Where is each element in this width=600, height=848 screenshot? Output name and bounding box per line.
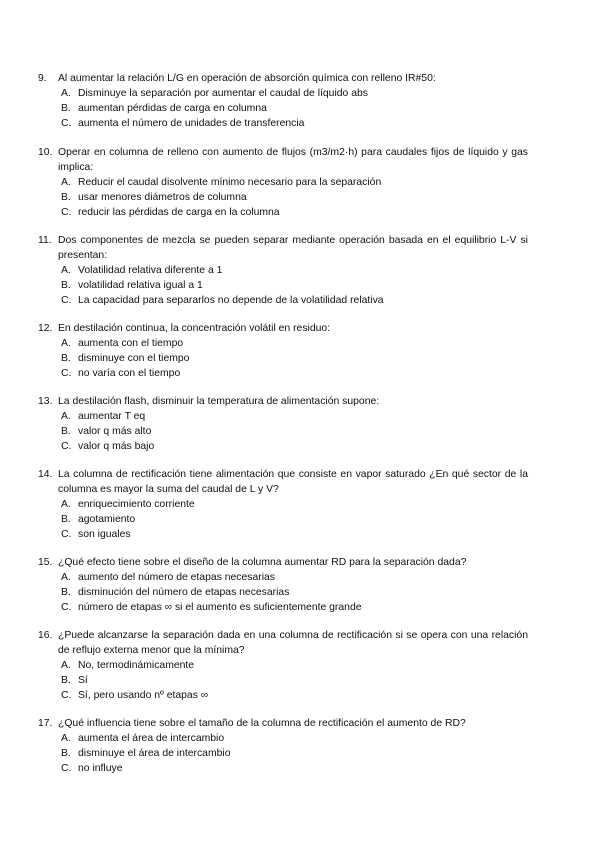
- question-12: [38, 321, 528, 381]
- option-a: [58, 175, 528, 190]
- option-b: [58, 673, 528, 688]
- option-b: [58, 512, 528, 527]
- option-c: [58, 366, 528, 381]
- question-17: [38, 716, 528, 776]
- option-letter: C.: [61, 529, 72, 540]
- option-text: aumentar T eq: [78, 411, 146, 422]
- option-letter: A.: [61, 88, 71, 99]
- option-letter: B.: [61, 192, 71, 203]
- option-text: disminución del número de etapas necesarias: [78, 587, 290, 598]
- question-number: 17.: [38, 718, 53, 729]
- option-letter: A.: [61, 572, 71, 583]
- option-letter: B.: [61, 514, 71, 525]
- option-text: Volatilidad relativa diferente a 1: [78, 265, 223, 276]
- option-letter: C.: [61, 441, 72, 452]
- option-text: La capacidad para separarlos no depende de la volatilidad relativa: [78, 295, 384, 306]
- option-a: [58, 263, 528, 278]
- question-text: Operar en columna de relleno con aumento de flujos (m3/m2·h) para caudales fijos de líquido y gas implica:: [58, 147, 528, 173]
- option-a: [58, 731, 528, 746]
- option-b: [58, 424, 528, 439]
- option-text: reducir las pérdidas de carga en la columna: [78, 207, 280, 218]
- question-text: En destilación continua, la concentración volátil en residuo:: [58, 323, 331, 334]
- option-letter: B.: [61, 280, 71, 291]
- question-14: [38, 467, 528, 542]
- question-10: [38, 145, 528, 220]
- option-a: [58, 86, 528, 101]
- option-c: [58, 527, 528, 542]
- option-text: valor q más bajo: [78, 441, 155, 452]
- option-letter: C.: [61, 207, 72, 218]
- option-b: [58, 101, 528, 116]
- option-c: [58, 205, 528, 220]
- option-letter: A.: [61, 660, 71, 671]
- question-9: [38, 71, 528, 131]
- question-text: ¿Qué influencia tiene sobre el tamaño de la columna de rectificación el aumento de RD?: [58, 718, 466, 729]
- option-text: Reducir el caudal disolvente mínimo necesario para la separación: [78, 177, 382, 188]
- option-letter: C.: [61, 690, 72, 701]
- option-text: Sí, pero usando nº etapas ∞: [78, 690, 209, 701]
- option-text: No, termodinámicamente: [78, 660, 195, 671]
- option-text: aumenta el área de intercambio: [78, 733, 225, 744]
- option-b: [58, 278, 528, 293]
- question-number: 9.: [38, 73, 47, 84]
- option-text: enriquecimiento corriente: [78, 499, 195, 510]
- question-number: 15.: [38, 557, 53, 568]
- question-text: La destilación flash, disminuir la temperatura de alimentación supone:: [58, 396, 380, 407]
- question-text: La columna de rectificación tiene alimentación que consiste en vapor saturado ¿En qué sector de la columna es mayor la suma del caudal de L y V?: [58, 469, 528, 495]
- question-text: ¿Puede alcanzarse la separación dada en una columna de rectificación si se opera con una relación de reflujo externa menor que la mínima?: [58, 630, 528, 656]
- option-text: aumenta con el tiempo: [78, 338, 184, 349]
- option-text: valor q más alto: [78, 426, 152, 437]
- option-a: [58, 409, 528, 424]
- option-b: [58, 585, 528, 600]
- option-letter: B.: [61, 426, 71, 437]
- question-15: [38, 555, 528, 615]
- option-letter: A.: [61, 338, 71, 349]
- option-letter: C.: [61, 763, 72, 774]
- option-text: aumento del número de etapas necesarias: [78, 572, 275, 583]
- question-number: 13.: [38, 396, 53, 407]
- question-number: 10.: [38, 147, 53, 158]
- option-text: son iguales: [78, 529, 131, 540]
- option-letter: A.: [61, 177, 71, 188]
- option-text: aumentan pérdidas de carga en columna: [78, 103, 267, 114]
- option-c: [58, 761, 528, 776]
- question-text: Dos componentes de mezcla se pueden separar mediante operación basada en el equilibrio L-V si presentan:: [58, 235, 528, 261]
- option-letter: C.: [61, 368, 72, 379]
- option-letter: C.: [61, 602, 72, 613]
- option-c: [58, 688, 528, 703]
- option-text: Sí: [78, 675, 88, 686]
- question-number: 16.: [38, 630, 53, 641]
- question-number: 12.: [38, 323, 53, 334]
- option-a: [58, 497, 528, 512]
- option-b: [58, 746, 528, 761]
- question-text: ¿Qué efecto tiene sobre el diseño de la columna aumentar RD para la separación dada?: [58, 557, 467, 568]
- option-text: aumenta el número de unidades de transferencia: [78, 118, 305, 129]
- option-text: volatilidad relativa igual a 1: [78, 280, 203, 291]
- option-letter: B.: [61, 675, 71, 686]
- option-c: [58, 293, 528, 308]
- option-b: [58, 351, 528, 366]
- question-number: 14.: [38, 469, 53, 480]
- option-letter: C.: [61, 295, 72, 306]
- option-a: [58, 336, 528, 351]
- option-letter: A.: [61, 499, 71, 510]
- option-letter: B.: [61, 587, 71, 598]
- option-text: disminuye el área de intercambio: [78, 748, 231, 759]
- option-c: [58, 439, 528, 454]
- question-16: [38, 628, 528, 703]
- option-text: no influye: [78, 763, 123, 774]
- option-a: [58, 658, 528, 673]
- option-text: usar menores diámetros de columna: [78, 192, 247, 203]
- option-text: número de etapas ∞ si el aumento es suficientemente grande: [78, 602, 362, 613]
- option-c: [58, 600, 528, 615]
- option-b: [58, 190, 528, 205]
- option-text: agotamiento: [78, 514, 136, 525]
- option-text: Disminuye la separación por aumentar el caudal de líquido abs: [78, 88, 368, 99]
- option-a: [58, 570, 528, 585]
- question-text: Al aumentar la relación L/G en operación de absorción química con relleno IR#50:: [58, 73, 436, 84]
- option-letter: C.: [61, 118, 72, 129]
- option-letter: B.: [61, 353, 71, 364]
- question-number: 11.: [38, 235, 52, 246]
- option-letter: B.: [61, 748, 71, 759]
- option-text: disminuye con el tiempo: [78, 353, 190, 364]
- option-c: [58, 116, 528, 131]
- option-letter: A.: [61, 733, 71, 744]
- option-letter: B.: [61, 103, 71, 114]
- question-11: [38, 233, 528, 308]
- option-text: no varía con el tiempo: [78, 368, 181, 379]
- option-letter: A.: [61, 411, 71, 422]
- question-13: [38, 394, 528, 454]
- option-letter: A.: [61, 265, 71, 276]
